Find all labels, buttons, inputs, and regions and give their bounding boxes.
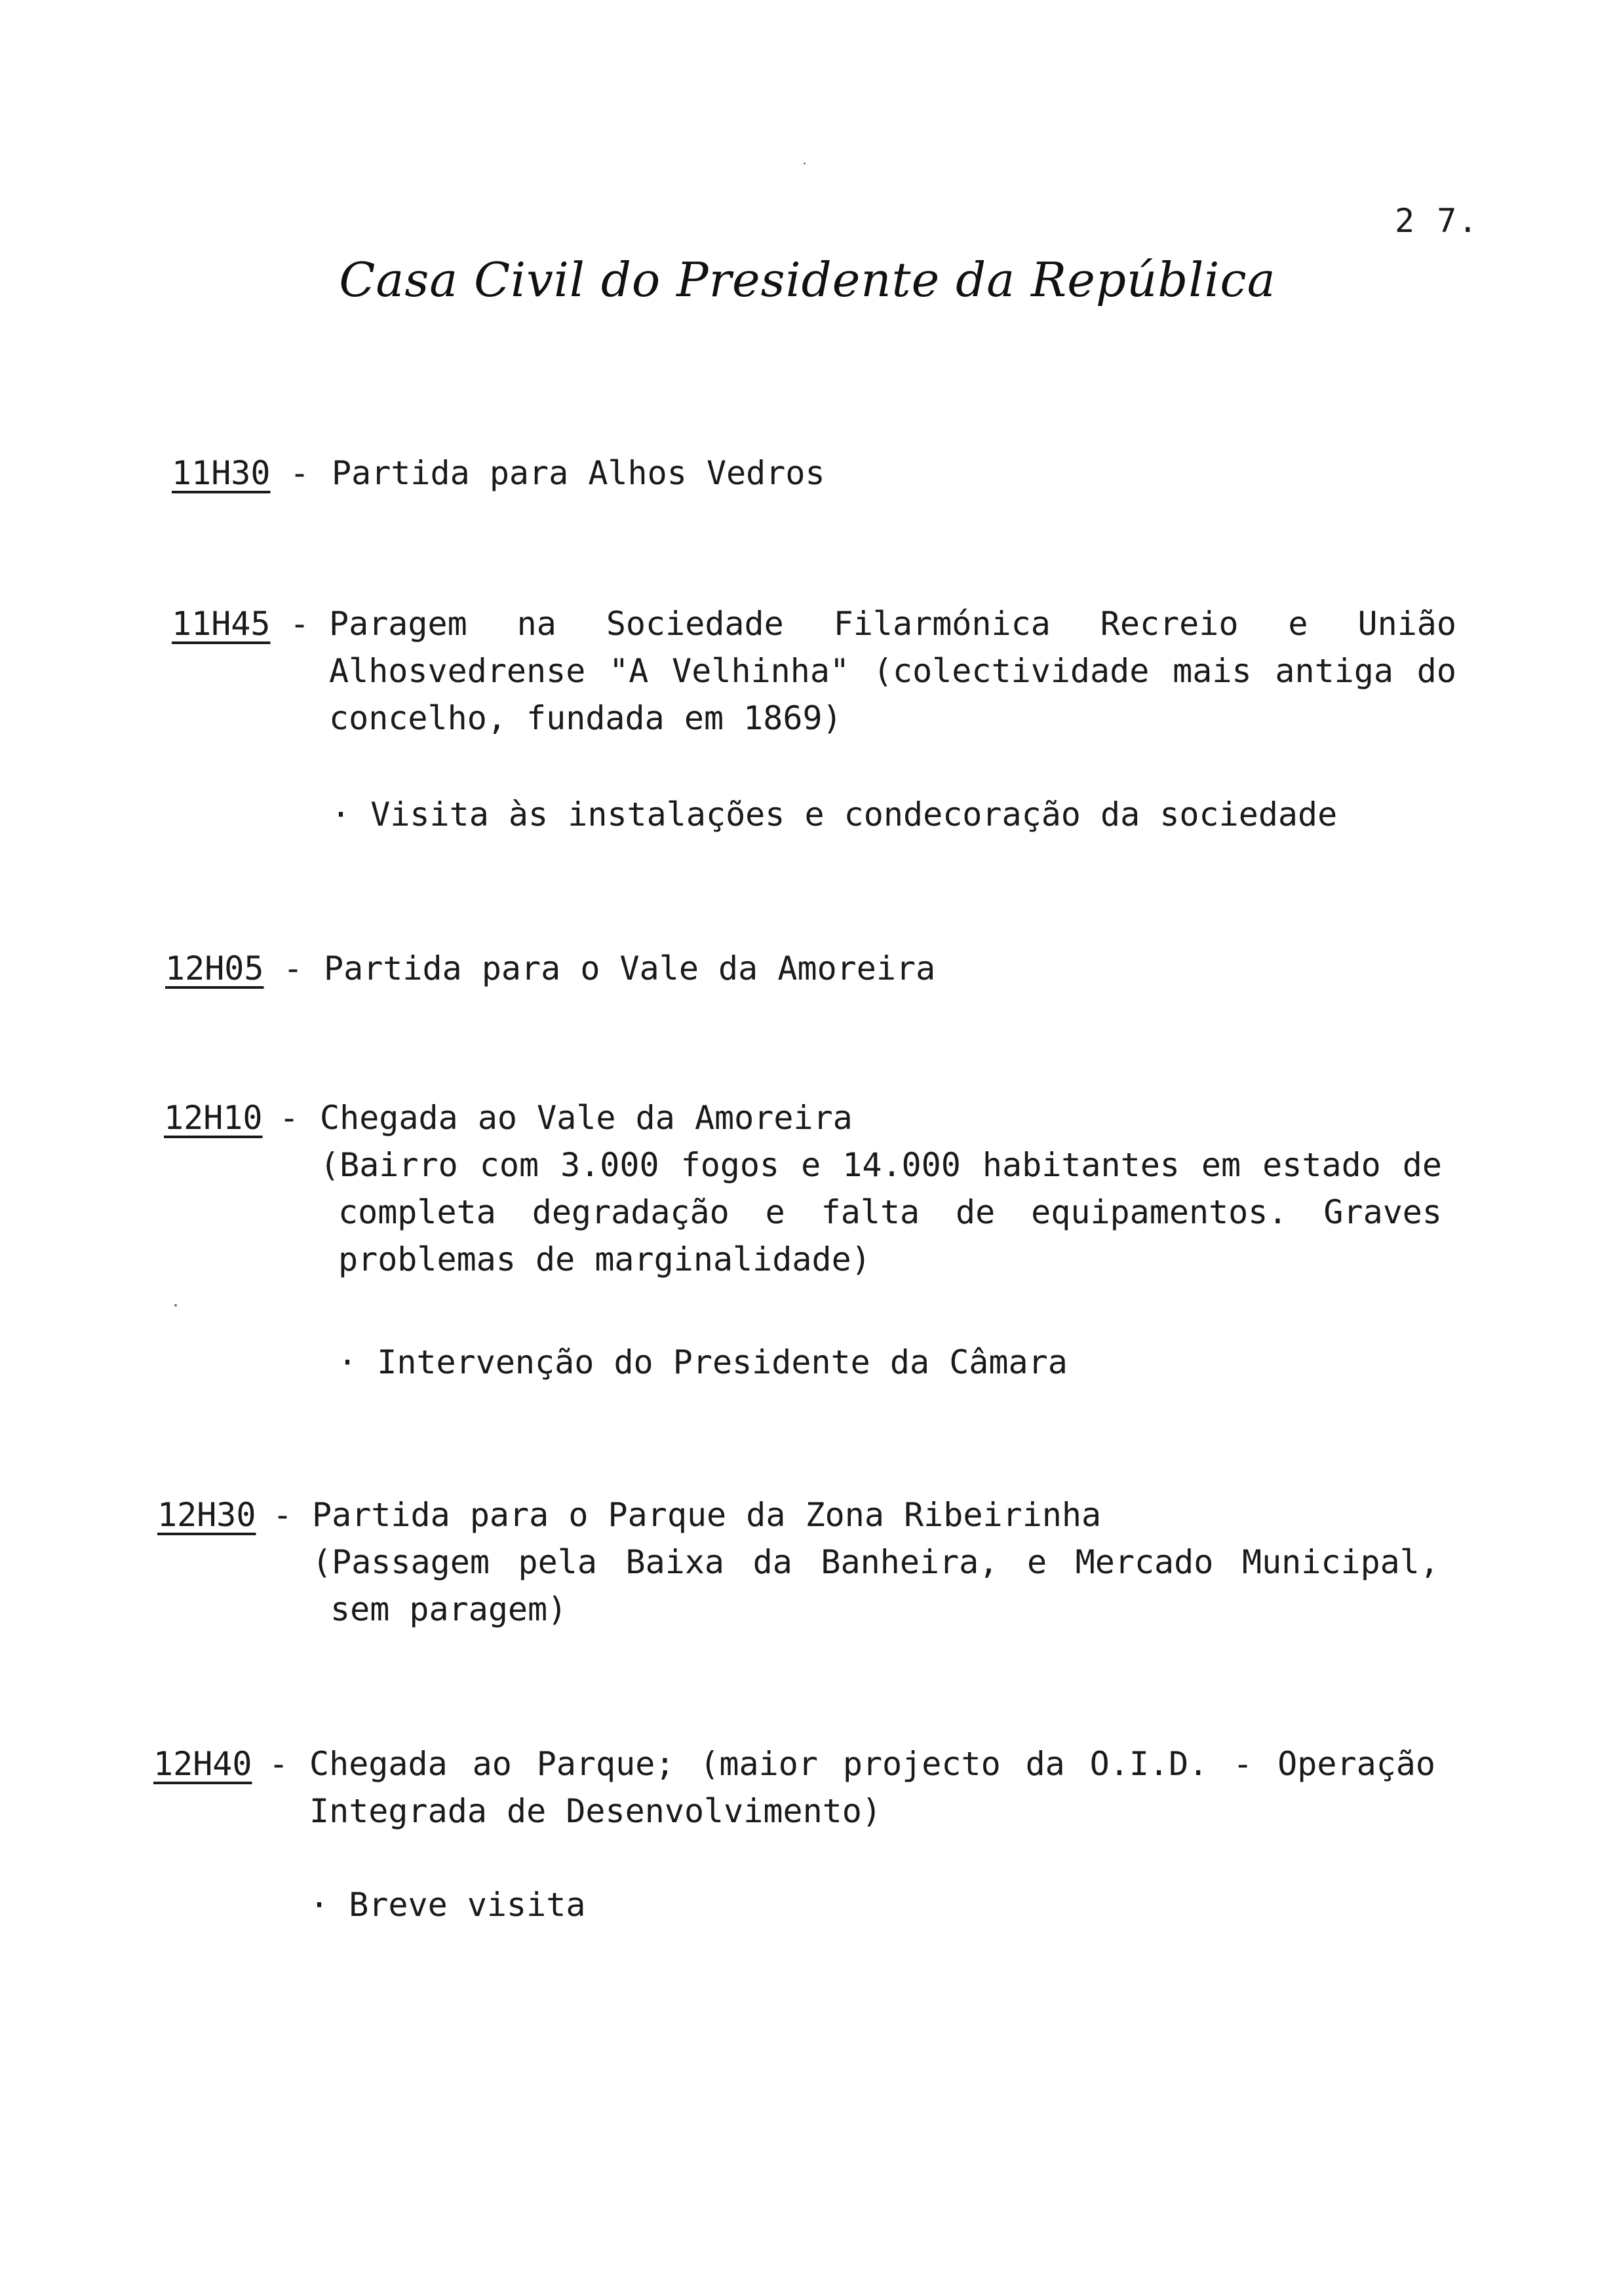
- entry-body: [329, 600, 1456, 742]
- entry-dash: -: [290, 605, 310, 643]
- entry-bullet: [309, 1886, 585, 1924]
- entry-line: Partida para o Vale da Amoreira: [324, 949, 936, 987]
- letterhead: Casa Civil do Presidente da República: [339, 252, 1276, 307]
- entry-time: 12H40: [153, 1745, 252, 1783]
- entry-bullet: [338, 1343, 1068, 1381]
- entry-line: completa degradação e falta de equipamentos. Graves: [338, 1193, 1442, 1231]
- entry-line: problemas de marginalidade): [338, 1240, 871, 1278]
- bullet-dot: ·: [309, 1886, 349, 1924]
- entry-line: Partida para Alhos Vedros: [332, 454, 825, 492]
- entry-line: concelho, fundada em 1869): [329, 699, 842, 737]
- entry-body: [312, 1491, 1439, 1633]
- entry-line: (Bairro com 3.000 fogos e 14.000 habitantes em estado de: [320, 1146, 1442, 1184]
- entry-line: sem paragem): [330, 1590, 568, 1628]
- entry-time: 12H05: [165, 949, 264, 987]
- scan-speck: [804, 163, 806, 164]
- entry-dash: -: [269, 1745, 289, 1783]
- entry-line: (Passagem pela Baixa da Banheira, e Mercado Municipal,: [312, 1543, 1439, 1581]
- entry-time: 11H30: [172, 454, 271, 492]
- entry-bullet: [331, 795, 1337, 833]
- bullet-text: Intervenção do Presidente da Câmara: [377, 1343, 1068, 1381]
- bullet-text: Visita às instalações e condecoração da sociedade: [370, 795, 1338, 833]
- entry-dash: -: [290, 454, 310, 492]
- entry-time: 12H30: [157, 1496, 256, 1534]
- bullet-dot: ·: [331, 795, 371, 833]
- entry-dash: -: [279, 1099, 300, 1137]
- entry-dash: -: [283, 949, 303, 987]
- bullet-text: Breve visita: [349, 1886, 586, 1924]
- page-number: 2 7.: [1395, 202, 1479, 240]
- entry-line: Integrada de Desenvolvimento): [309, 1792, 882, 1830]
- entry-line: Chegada ao Parque; (maior projecto da O.I.D. - Operação: [309, 1745, 1435, 1783]
- entry-time: 12H10: [164, 1099, 263, 1137]
- entry-line: Paragem na Sociedade Filarmónica Recreio e União: [329, 605, 1456, 643]
- scan-speck: [174, 1304, 177, 1307]
- entry-line: Partida para o Parque da Zona Ribeirinha: [312, 1496, 1102, 1534]
- bullet-dot: ·: [338, 1343, 378, 1381]
- entry-line: Alhosvedrense "A Velhinha" (colectividade mais antiga do: [329, 652, 1456, 690]
- entry-line: Chegada ao Vale da Amoreira: [320, 1099, 853, 1137]
- entry-dash: -: [273, 1496, 293, 1534]
- entry-time: 11H45: [172, 605, 271, 643]
- entry-body: [309, 1740, 1435, 1835]
- entry-body: [320, 1094, 1442, 1283]
